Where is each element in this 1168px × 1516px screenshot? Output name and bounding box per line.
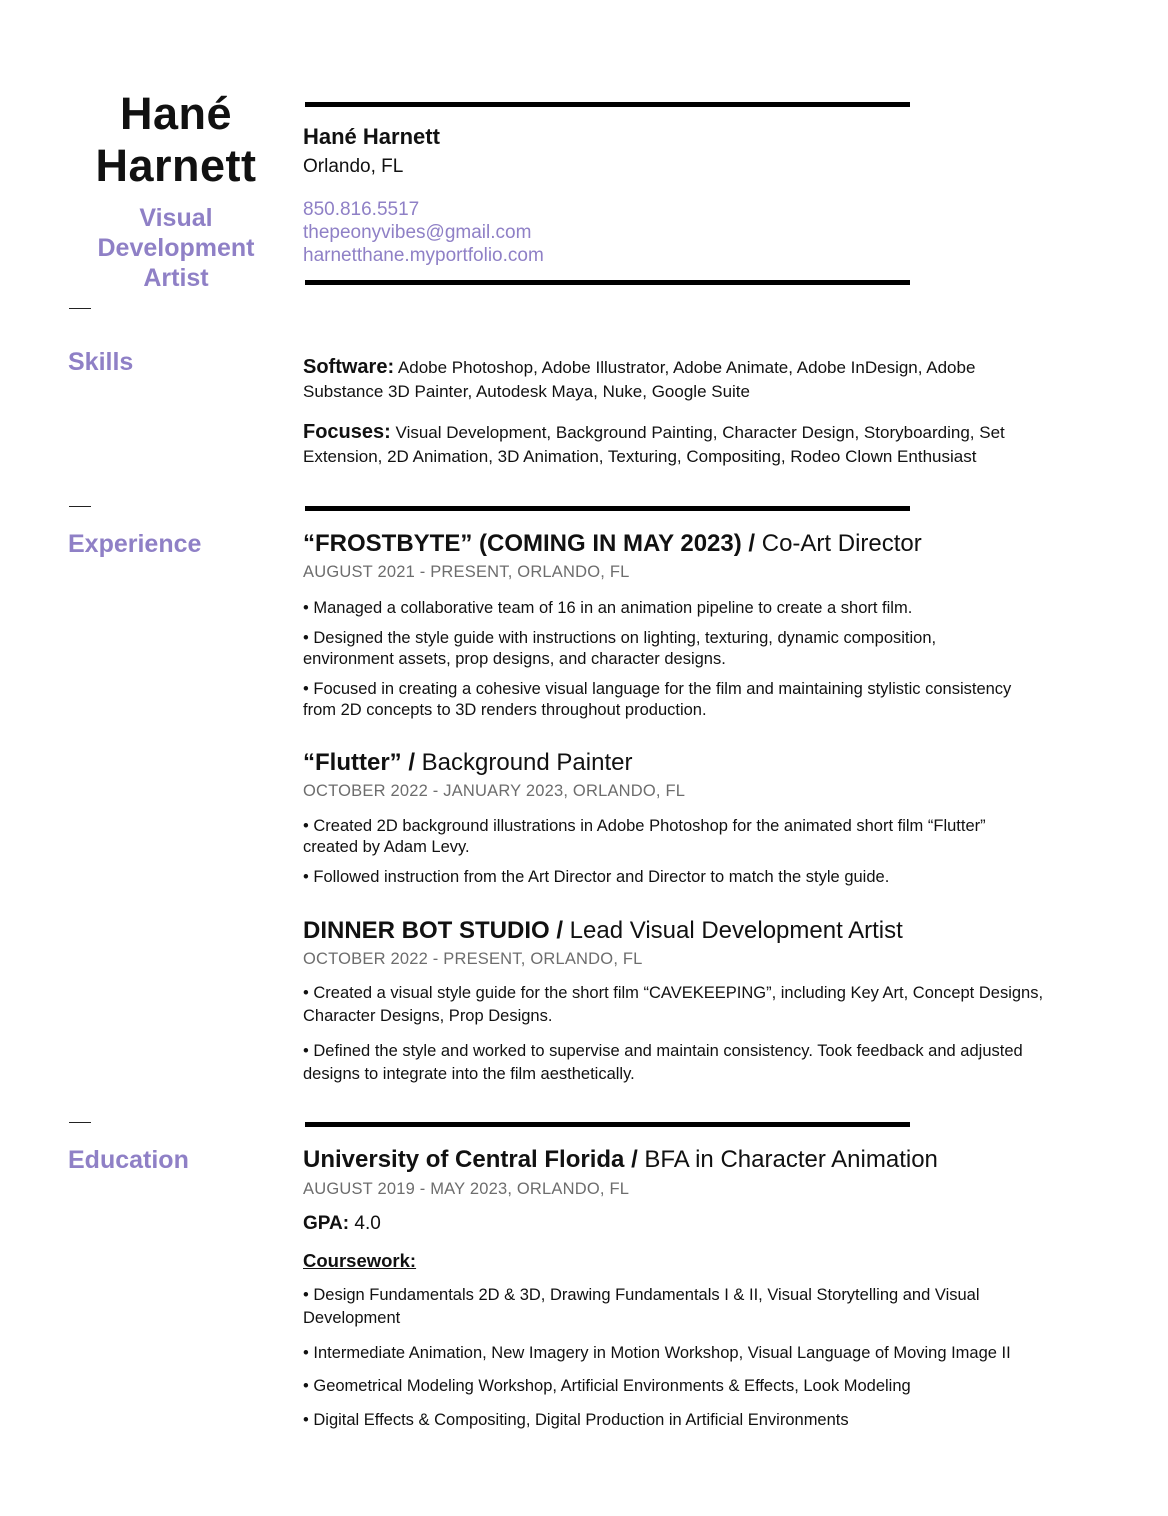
section-title-education: Education (68, 1146, 189, 1174)
contact-links (303, 198, 544, 267)
bullet-line: • Created a visual style guide for the short film “CAVEKEEPING”, including Key Art, Concept Designs, (303, 984, 1044, 1002)
course-line: • Intermediate Animation, New Imagery in Motion Workshop, Visual Language of Moving Image II (303, 1344, 1011, 1362)
job-bullet (303, 816, 1073, 858)
contact-portfolio[interactable]: harnetthane.myportfolio.com (303, 245, 544, 266)
contact-phone[interactable]: 850.816.5517 (303, 199, 420, 220)
education-rule (305, 1122, 910, 1127)
education-school: University of Central Florida / (303, 1146, 638, 1173)
job-heading (303, 748, 1103, 778)
course-line: • Geometrical Modeling Workshop, Artificial Environments & Effects, Look Modeling (303, 1377, 911, 1395)
coursework-title: Coursework: (303, 1250, 417, 1271)
skills-focuses-line2: Extension, 2D Animation, 3D Animation, Texturing, Compositing, Rodeo Clown Enthusiast (303, 447, 977, 466)
job-date: OCTOBER 2022 - PRESENT, ORLANDO, FL (303, 950, 643, 968)
job-date: OCTOBER 2022 - JANUARY 2023, ORLANDO, FL (303, 782, 686, 800)
section-divider (69, 308, 91, 309)
contact-name: Hané Harnett (303, 124, 440, 149)
contact-city: Orlando, FL (303, 156, 404, 177)
sidebar-role (60, 203, 292, 293)
sidebar-role-line2: Development (97, 234, 255, 262)
job-title: Co-Art Director (755, 530, 922, 557)
job-bullet (303, 867, 1073, 888)
skills-software-label: Software: (303, 356, 395, 378)
skills-focuses (303, 420, 1073, 469)
education-degree: BFA in Character Animation (637, 1146, 938, 1173)
job-title: Lead Visual Development Artist (563, 917, 903, 944)
sidebar-role-line1: Visual (139, 204, 213, 232)
job-heading (303, 529, 1103, 559)
education-gpa (303, 1213, 381, 1235)
course-item (303, 1375, 1073, 1398)
section-title-skills: Skills (68, 348, 134, 376)
course-item (303, 1409, 1073, 1432)
job-date: AUGUST 2021 - PRESENT, ORLANDO, FL (303, 563, 630, 581)
bullet-line: • Defined the style and worked to supervise and maintain consistency. Took feedback and adjusted (303, 1042, 1023, 1060)
contact-bottom-rule (305, 280, 910, 285)
gpa-label: GPA: (303, 1213, 350, 1234)
job-bullet (303, 1040, 1073, 1086)
bullet-line: created by Adam Levy. (303, 838, 470, 856)
bullet-line: • Managed a collaborative team of 16 in an animation pipeline to create a short film. (303, 599, 913, 617)
education-date: AUGUST 2019 - MAY 2023, ORLANDO, FL (303, 1180, 630, 1198)
course-line: Development (303, 1309, 401, 1327)
skills-software-line2: Substance 3D Painter, Autodesk Maya, Nuke, Google Suite (303, 382, 750, 401)
bullet-line: • Designed the style guide with instructions on lighting, texturing, dynamic composition, (303, 629, 937, 647)
sidebar-name-first: Hané (119, 88, 233, 139)
bullet-line: • Followed instruction from the Art Director and Director to match the style guide. (303, 868, 890, 886)
experience-rule (305, 506, 910, 511)
contact-email[interactable]: thepeonyvibes@gmail.com (303, 222, 532, 243)
skills-focuses-label: Focuses: (303, 421, 391, 443)
skills-software (303, 355, 1073, 404)
contact-top-rule (305, 102, 910, 107)
skills-software-text: Adobe Photoshop, Adobe Illustrator, Adobe Animate, Adobe InDesign, Adobe (397, 358, 976, 377)
sidebar-name-last: Harnett (95, 140, 257, 191)
gpa-value: 4.0 (349, 1213, 381, 1234)
course-item (303, 1284, 1073, 1330)
job-org: DINNER BOT STUDIO / (303, 917, 564, 944)
course-line: • Design Fundamentals 2D & 3D, Drawing Fundamentals I & II, Visual Storytelling and Visual (303, 1286, 980, 1304)
section-divider (69, 1122, 91, 1123)
bullet-line: designs to integrate into the film aesthetically. (303, 1065, 635, 1083)
skills-software-line1 (303, 355, 1073, 380)
bullet-line: Character Designs, Prop Designs. (303, 1007, 553, 1025)
bullet-line: • Focused in creating a cohesive visual language for the film and maintaining stylistic consistency (303, 680, 1012, 698)
job-org: “Flutter” / (303, 749, 415, 776)
sidebar-role-line3: Artist (143, 264, 209, 292)
job-title: Background Painter (415, 749, 633, 776)
bullet-line: from 2D concepts to 3D renders throughout production. (303, 701, 707, 719)
education-heading (303, 1145, 1103, 1175)
bullet-line: environment assets, prop designs, and character designs. (303, 650, 726, 668)
sidebar-name (60, 88, 292, 192)
course-item (303, 1342, 1073, 1365)
section-divider (69, 506, 91, 507)
job-org: “FROSTBYTE” (COMING IN MAY 2023) / (303, 530, 756, 557)
skills-focuses-text: Visual Development, Background Painting, Character Design, Storyboarding, Set (395, 423, 1005, 442)
section-title-experience: Experience (68, 530, 202, 558)
skills-focuses-line1 (303, 420, 1073, 445)
bullet-line: • Created 2D background illustrations in Adobe Photoshop for the animated short film “Flutter” (303, 817, 986, 835)
job-heading (303, 916, 1103, 946)
job-bullet (303, 598, 1073, 619)
course-line: • Digital Effects & Compositing, Digital Production in Artificial Environments (303, 1411, 849, 1429)
job-bullet (303, 982, 1073, 1028)
job-bullet (303, 628, 1073, 670)
job-bullet (303, 679, 1073, 721)
